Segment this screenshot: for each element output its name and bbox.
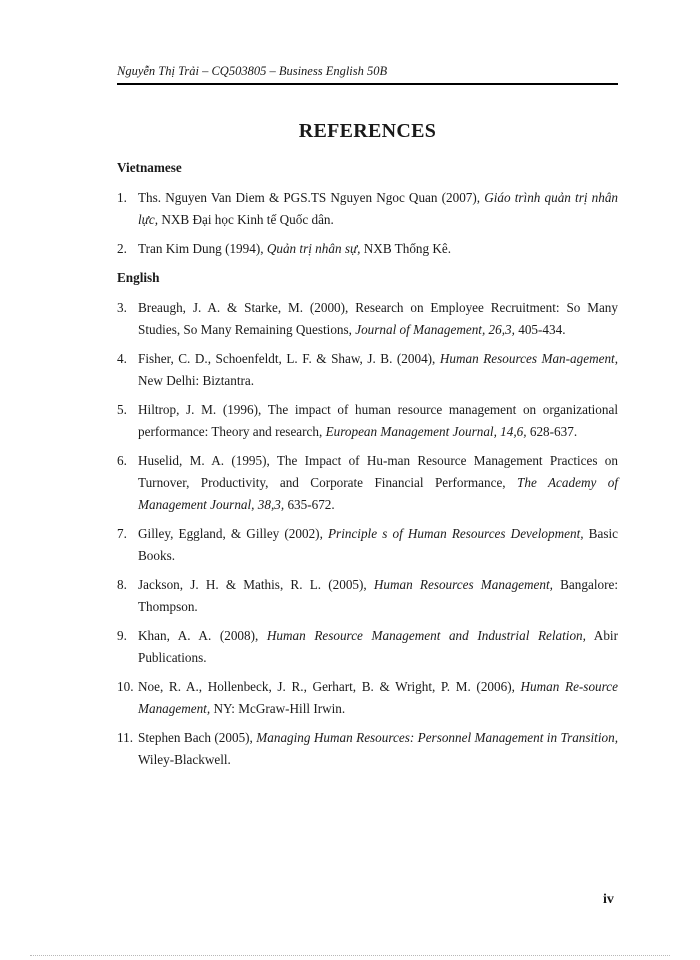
reference-text: Breaugh, J. A. & Starke, M. (2000), Research on Employee Recruitment: So Many Studies, So Many Remaining Questions,	[138, 300, 618, 337]
reference-text: Noe, R. A., Hollenbeck, J. R., Gerhart, B. & Wright, P. M. (2006),	[138, 679, 521, 694]
reference-number: 5.	[117, 402, 127, 417]
reference-publisher: , New Delhi: Biztantra.	[138, 351, 619, 388]
reference-title: Giáo trình quản trị nhân lực,	[138, 190, 619, 227]
reference-item	[117, 625, 618, 669]
reference-item	[117, 297, 618, 341]
reference-title: European Management Journal, 14,6,	[325, 424, 527, 439]
reference-list-english	[117, 297, 618, 771]
reference-number: 3.	[117, 300, 127, 315]
reference-text: Huselid, M. A. (1995), The Impact of Hu-man Resource Management Practices on Turnover, Productivity, and Corporate Financial Performance,	[138, 453, 618, 490]
reference-number: 7.	[117, 526, 127, 541]
reference-title: Quản trị nhân sự,	[266, 241, 361, 256]
reference-item	[117, 727, 618, 771]
page-bottom-border	[30, 955, 670, 956]
reference-title: Human Resources Man-agement	[439, 351, 615, 366]
reference-number: 8.	[117, 577, 127, 592]
reference-list-vietnamese	[117, 187, 618, 260]
reference-text: Ths. Nguyen Van Diem & PGS.TS Nguyen Ngoc Quan (2007),	[138, 190, 485, 205]
section-heading-english: English	[117, 270, 160, 285]
reference-publisher: 405-434.	[514, 322, 566, 337]
reference-publisher: NY: McGraw-Hill Irwin.	[210, 701, 346, 716]
reference-text: Tran Kim Dung (1994),	[138, 241, 267, 256]
reference-number: 1.	[117, 190, 127, 205]
reference-text: Stephen Bach (2005),	[138, 730, 257, 745]
reference-title: Principle s of Human Resources Development,	[328, 526, 584, 541]
reference-item	[117, 450, 618, 516]
reference-item	[117, 574, 618, 618]
reference-item	[117, 523, 618, 567]
reference-item	[117, 676, 618, 720]
reference-number: 6.	[117, 453, 127, 468]
reference-title: Human Resources Management,	[373, 577, 553, 592]
reference-number: 11.	[117, 730, 133, 745]
page-number: iv	[603, 892, 614, 907]
reference-item	[117, 187, 618, 231]
reference-publisher: Bangalore: Thompson.	[138, 577, 618, 614]
reference-publisher: Wiley-Blackwell.	[138, 752, 231, 767]
reference-item	[117, 348, 618, 392]
reference-title: Human Re-source Management,	[138, 679, 618, 716]
reference-text: Khan, A. A. (2008),	[138, 628, 267, 643]
references-body	[117, 157, 618, 778]
page-title: REFERENCES	[298, 120, 437, 142]
reference-number: 2.	[117, 241, 127, 256]
reference-publisher: 635-672.	[284, 497, 335, 512]
reference-publisher: Basic Books.	[138, 526, 618, 563]
reference-title: The Academy of Management Journal, 38,3,	[138, 475, 618, 512]
reference-text: Fisher, C. D., Schoenfeldt, L. F. & Shaw, J. B. (2004),	[138, 351, 440, 366]
reference-item	[117, 399, 618, 443]
reference-number: 10.	[117, 679, 134, 694]
reference-item	[117, 238, 618, 260]
reference-publisher: 628-637.	[526, 424, 578, 439]
reference-publisher: NXB Đại học Kinh tế Quốc dân.	[158, 212, 334, 227]
section-heading-vietnamese: Vietnamese	[117, 160, 182, 175]
reference-number: 9.	[117, 628, 127, 643]
reference-text: Jackson, J. H. & Mathis, R. L. (2005),	[138, 577, 374, 592]
reference-text: Gilley, Eggland, & Gilley (2002),	[138, 526, 328, 541]
reference-title: Journal of Management, 26,3,	[355, 322, 515, 337]
reference-text: Hiltrop, J. M. (1996), The impact of human resource management on organizational performance: Theory and research,	[138, 402, 618, 439]
reference-title: Human Resource Management and Industrial Relation,	[266, 628, 586, 643]
reference-title: Managing Human Resources: Personnel Management in Transition,	[256, 730, 618, 745]
reference-publisher: Abir Publications.	[138, 628, 618, 665]
reference-number: 4.	[117, 351, 127, 366]
running-header: Nguyễn Thị Trải – CQ503805 – Business English 50B	[117, 64, 618, 85]
reference-publisher: NXB Thống Kê.	[360, 241, 452, 256]
